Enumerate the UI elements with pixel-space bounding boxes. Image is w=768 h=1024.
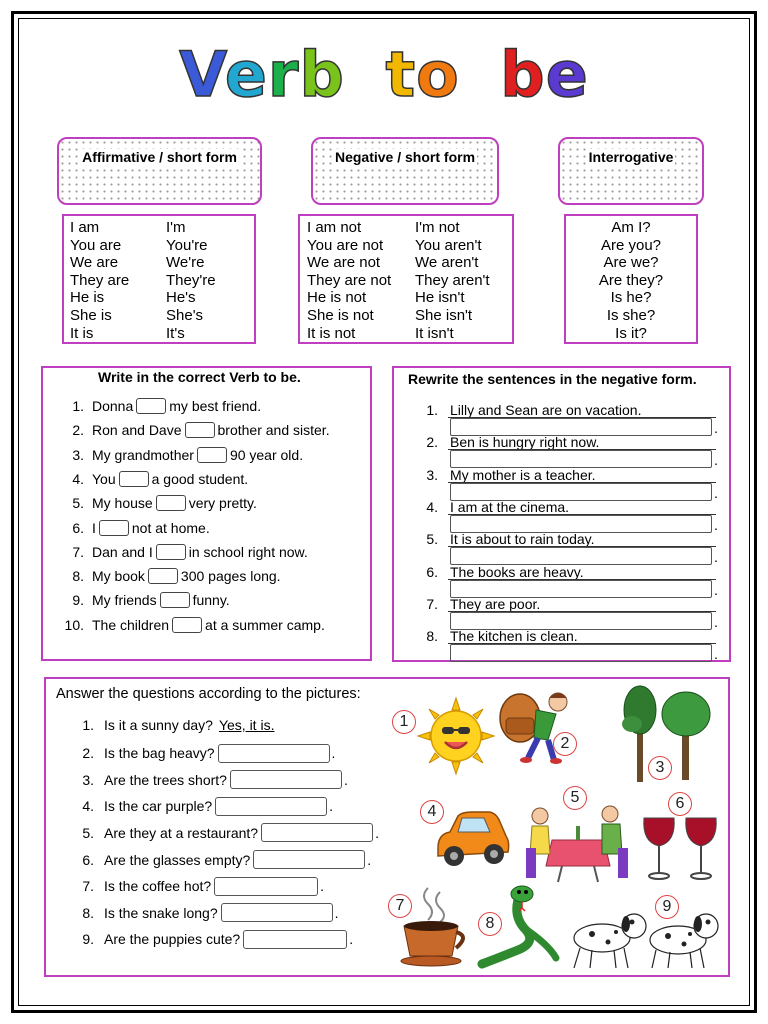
question-text: Is the car purple? xyxy=(104,798,213,815)
title-letter: V xyxy=(179,38,225,111)
negative-number: 2. xyxy=(426,434,438,451)
question-text: Is it a sunny day? xyxy=(104,717,213,733)
fill-in-rest: brother and sister. xyxy=(217,422,330,439)
fill-in-blank[interactable] xyxy=(99,520,129,536)
title-letter: e xyxy=(545,38,589,111)
negative-answer-field[interactable] xyxy=(450,580,712,598)
negative-number: 4. xyxy=(426,498,438,515)
affirmative-header xyxy=(57,137,262,205)
period-mark: . xyxy=(714,516,718,533)
fill-in-subject: Dan and I xyxy=(92,543,153,560)
picture-number-badge: 3 xyxy=(648,756,672,780)
title-letter: b xyxy=(299,38,345,111)
fill-in-rest: very pretty. xyxy=(188,495,257,512)
negative-answer-field[interactable] xyxy=(450,418,712,436)
picture-number-badge: 4 xyxy=(420,800,444,824)
answer-field[interactable] xyxy=(243,930,347,949)
affirmative-short-item: I'm xyxy=(166,219,186,236)
question-row xyxy=(78,770,348,789)
negative-answer-field[interactable] xyxy=(450,547,712,565)
exercise-fill-in-title: Write in the correct Verb to be. xyxy=(98,369,301,385)
picture-number-badge: 1 xyxy=(392,710,416,734)
negative-sentence: They are poor. xyxy=(450,595,541,612)
negative-answer-field[interactable] xyxy=(450,450,712,468)
fill-in-blank[interactable] xyxy=(185,422,215,438)
question-number: 6. xyxy=(82,851,94,868)
negative-answer-field[interactable] xyxy=(450,612,712,630)
period-mark: . xyxy=(329,798,334,815)
negative-short-item: We aren't xyxy=(415,254,479,272)
negative-header xyxy=(311,137,499,205)
question-row xyxy=(78,930,353,949)
negative-sentence: It is about to rain today. xyxy=(450,531,595,548)
fill-in-subject: You xyxy=(92,470,116,487)
car-icon xyxy=(432,808,510,872)
answer-field[interactable] xyxy=(218,744,330,763)
negative-long-item: He is not xyxy=(307,289,367,307)
title-letter xyxy=(460,38,483,111)
negative-short-item: You aren't xyxy=(415,236,482,254)
question-number: 8. xyxy=(82,904,94,921)
question-text: Are the trees short? xyxy=(104,771,227,788)
fill-in-row xyxy=(60,471,248,487)
interrogative-header xyxy=(558,137,704,205)
question-number: 7. xyxy=(82,878,94,895)
question-text: Is the coffee hot? xyxy=(104,878,212,895)
question-number: 3. xyxy=(82,771,94,788)
period-mark: . xyxy=(714,646,718,663)
period-mark: . xyxy=(714,452,718,469)
interrogative-item: Is he? xyxy=(610,289,652,307)
fill-in-number: 8. xyxy=(72,568,84,585)
negative-number: 1. xyxy=(426,402,438,418)
restaurant-icon xyxy=(522,804,630,884)
exercise-pictures-title: Answer the questions according to the pictures: xyxy=(56,686,361,702)
negative-sentence: Lilly and Sean are on vacation. xyxy=(450,402,642,418)
question-row xyxy=(78,850,371,869)
fill-in-blank[interactable] xyxy=(197,447,227,463)
puppies-icon xyxy=(566,898,720,972)
fill-in-row xyxy=(60,544,308,560)
picture-number-badge: 5 xyxy=(563,786,587,810)
sun-icon xyxy=(418,698,494,774)
question-row xyxy=(78,744,335,763)
period-mark: . xyxy=(320,878,325,895)
question-text: Is the snake long? xyxy=(104,904,218,921)
interrogative-item: Are they? xyxy=(598,271,664,289)
fill-in-blank[interactable] xyxy=(172,617,202,633)
period-mark: . xyxy=(349,931,354,948)
question-row xyxy=(78,877,324,896)
negative-long-item: They are not xyxy=(307,271,392,289)
question-text: Are they at a restaurant? xyxy=(104,824,259,841)
affirmative-short-item: She's xyxy=(166,306,204,324)
negative-short-item: I'm not xyxy=(415,219,460,236)
fill-in-rest: 300 pages long. xyxy=(180,568,281,585)
fill-in-number: 5. xyxy=(72,495,84,512)
fill-in-number: 3. xyxy=(72,446,84,463)
negative-long-item: I am not xyxy=(307,219,362,236)
affirmative-header-label: Affirmative / short form xyxy=(82,149,237,165)
negative-sentence: The books are heavy. xyxy=(450,563,584,580)
picture-number-badge: 9 xyxy=(655,895,679,919)
question-row xyxy=(78,823,379,842)
fill-in-blank[interactable] xyxy=(136,398,166,414)
period-mark: . xyxy=(714,549,718,566)
answer-field[interactable] xyxy=(261,823,373,842)
picture-number-badge: 6 xyxy=(668,792,692,816)
affirmative-long-item: I am xyxy=(70,219,100,236)
question-text: Are the glasses empty? xyxy=(104,851,251,868)
affirmative-long-item: You are xyxy=(70,236,122,254)
period-mark: . xyxy=(714,581,718,598)
period-mark: . xyxy=(375,824,379,841)
negative-short-column xyxy=(415,219,490,342)
negative-sentence: My mother is a teacher. xyxy=(450,466,596,483)
negative-number: 6. xyxy=(426,563,438,580)
question-row xyxy=(78,797,333,816)
fill-in-row xyxy=(60,592,230,608)
interrogative-item: Is it? xyxy=(615,324,647,342)
period-mark: . xyxy=(714,420,718,436)
fill-in-number: 6. xyxy=(72,519,84,536)
fill-in-blank[interactable] xyxy=(156,495,186,511)
fill-in-number: 10. xyxy=(64,616,84,633)
period-mark: . xyxy=(714,484,718,501)
fill-in-row xyxy=(60,568,281,584)
fill-in-blank[interactable] xyxy=(160,592,190,608)
fill-in-rest: at a summer camp. xyxy=(205,616,325,633)
fill-in-subject: My book xyxy=(92,568,145,585)
negative-sentence: Ben is hungry right now. xyxy=(450,434,600,451)
question-number: 1. xyxy=(82,717,94,733)
answer-field[interactable] xyxy=(215,797,327,816)
negative-number: 5. xyxy=(426,531,438,548)
fill-in-subject: I xyxy=(92,519,96,536)
fill-in-number: 9. xyxy=(72,592,84,609)
fill-in-number: 4. xyxy=(72,470,84,487)
affirmative-long-column xyxy=(70,219,129,342)
exercise-negative-title: Rewrite the sentences in the negative form. xyxy=(408,371,697,387)
interrogative-header-label: Interrogative xyxy=(588,149,674,165)
fill-in-rest: my best friend. xyxy=(169,398,262,414)
negative-answer-field[interactable] xyxy=(450,644,712,662)
fill-in-subject: Donna xyxy=(92,398,134,414)
interrogative-item: Is she? xyxy=(606,306,656,324)
negative-short-item: It isn't xyxy=(415,324,454,342)
fill-in-row xyxy=(60,447,303,463)
fill-in-blank[interactable] xyxy=(119,471,149,487)
negative-number: 3. xyxy=(426,466,438,483)
negative-long-item: We are not xyxy=(307,254,381,272)
fill-in-subject: Ron and Dave xyxy=(92,422,182,439)
affirmative-short-item: We're xyxy=(166,254,205,272)
negative-table xyxy=(298,214,514,344)
fill-in-rest: in school right now. xyxy=(188,543,308,560)
answer-field[interactable] xyxy=(221,903,333,922)
affirmative-long-item: We are xyxy=(70,254,119,272)
negative-answer-field[interactable] xyxy=(450,483,712,501)
affirmative-short-item: They're xyxy=(166,271,216,289)
question-row xyxy=(78,717,274,733)
fill-in-blank[interactable] xyxy=(156,544,186,560)
interrogative-item: Am I? xyxy=(611,219,651,236)
fill-in-subject: My friends xyxy=(92,592,157,609)
negative-long-item: She is not xyxy=(307,306,374,324)
answer-field[interactable] xyxy=(253,850,365,869)
picture-number-badge: 8 xyxy=(478,912,502,936)
fill-in-rest: a good student. xyxy=(151,470,249,487)
answer-field[interactable] xyxy=(230,770,342,789)
fill-in-subject: My grandmother xyxy=(92,446,194,463)
fill-in-row xyxy=(60,398,261,414)
fill-in-blank[interactable] xyxy=(148,568,178,584)
question-number: 2. xyxy=(82,745,94,762)
fill-in-number: 7. xyxy=(72,543,84,560)
period-mark: . xyxy=(343,771,348,788)
affirmative-table xyxy=(62,214,256,344)
title-letter xyxy=(345,38,368,111)
question-number: 9. xyxy=(82,931,94,948)
fill-in-number: 2. xyxy=(72,422,84,439)
fill-in-rest: not at home. xyxy=(131,519,210,536)
question-text: Are the puppies cute? xyxy=(104,931,241,948)
affirmative-short-column xyxy=(166,219,216,342)
answer-field[interactable] xyxy=(214,877,318,896)
negative-short-item: He isn't xyxy=(415,289,465,307)
negative-long-item: It is not xyxy=(307,324,356,342)
question-row xyxy=(78,903,339,922)
fill-in-row xyxy=(60,422,330,438)
negative-sentence: The kitchen is clean. xyxy=(450,628,578,645)
picture-number-badge: 2 xyxy=(553,732,577,756)
negative-answer-field[interactable] xyxy=(450,515,712,533)
fill-in-row xyxy=(60,617,325,633)
example-answer: Yes, it is. xyxy=(218,717,275,733)
fill-in-subject: The children xyxy=(92,616,170,633)
title-letter: o xyxy=(416,38,460,111)
fill-in-number: 1. xyxy=(72,398,84,414)
negative-sentence: I am at the cinema. xyxy=(450,498,570,515)
affirmative-short-item: It's xyxy=(166,324,185,342)
page-title xyxy=(0,38,768,111)
affirmative-long-item: He is xyxy=(70,289,105,307)
wine-glasses-icon xyxy=(640,814,722,882)
affirmative-long-item: It is xyxy=(70,324,94,342)
period-mark: . xyxy=(714,613,718,630)
interrogative-item: Are you? xyxy=(600,236,662,254)
fill-in-rest: funny. xyxy=(192,592,230,609)
picture-number-badge: 7 xyxy=(388,894,412,918)
negative-short-item: She isn't xyxy=(415,306,473,324)
period-mark: . xyxy=(367,851,372,868)
question-number: 4. xyxy=(82,798,94,815)
interrogative-column xyxy=(566,219,696,342)
title-letter: r xyxy=(267,38,300,111)
fill-in-subject: My house xyxy=(92,495,153,512)
title-letter: t xyxy=(385,38,417,111)
affirmative-long-item: She is xyxy=(70,306,112,324)
negative-header-label: Negative / short form xyxy=(334,149,476,165)
period-mark: . xyxy=(334,904,339,921)
negative-number: 7. xyxy=(426,595,438,612)
fill-in-row xyxy=(60,495,257,511)
affirmative-long-item: They are xyxy=(70,271,130,289)
negative-long-column xyxy=(307,219,391,342)
question-text: Is the bag heavy? xyxy=(104,745,215,762)
question-number: 5. xyxy=(82,824,94,841)
fill-in-rest: 90 year old. xyxy=(229,446,304,463)
negative-short-item: They aren't xyxy=(415,271,490,289)
negative-number: 8. xyxy=(426,628,438,645)
negative-long-item: You are not xyxy=(307,236,384,254)
period-mark: . xyxy=(331,745,336,762)
interrogative-item: Are we? xyxy=(603,254,659,272)
title-letter: e xyxy=(224,38,268,111)
affirmative-short-item: You're xyxy=(166,236,208,254)
affirmative-short-item: He's xyxy=(166,289,196,307)
fill-in-row xyxy=(60,520,210,536)
title-letter: b xyxy=(500,38,546,111)
interrogative-table xyxy=(564,214,698,344)
